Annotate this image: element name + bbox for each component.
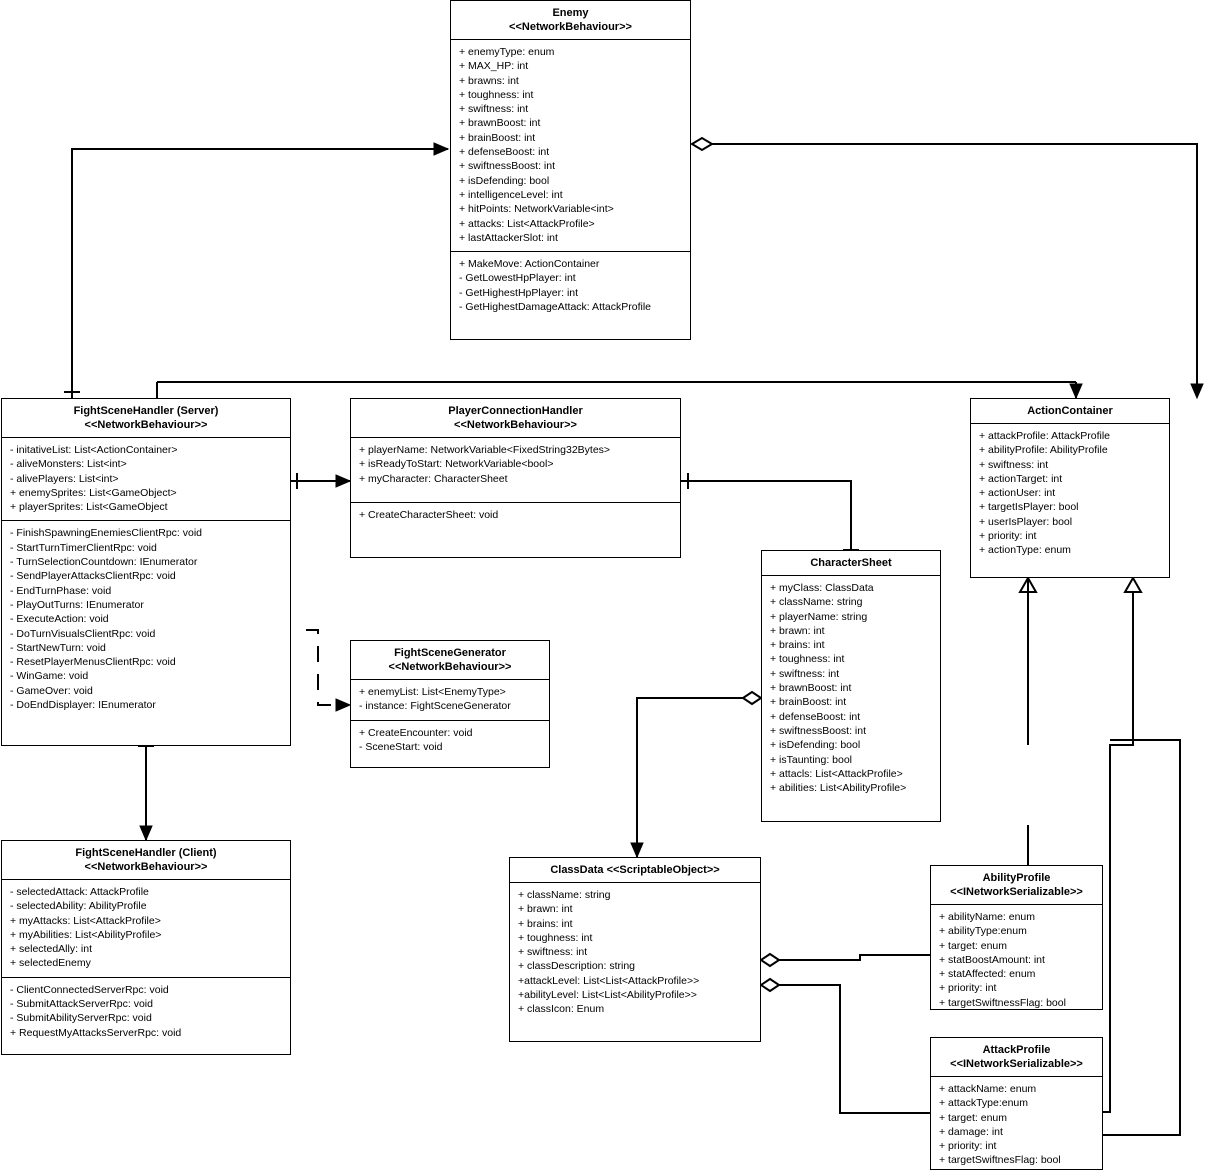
class-name: Enemy [552, 7, 589, 19]
method: - DoEndDisplayer: IEnumerator [10, 699, 156, 712]
class-box-classdata[interactable] [509, 857, 761, 1042]
method: - SceneStart: void [359, 740, 443, 753]
attribute: + swiftnessBoost: int [770, 724, 867, 737]
attribute: + toughness: int [459, 88, 534, 101]
attribute: + isDefending: bool [770, 739, 861, 752]
attribute: + swiftnessBoost: int [459, 160, 556, 173]
attribute: + hitPoints: NetworkVariable<int> [459, 203, 614, 216]
class-attributes [971, 424, 1169, 564]
class-header [2, 841, 290, 880]
class-header [2, 399, 290, 438]
attribute: + priority: int [939, 982, 997, 995]
attribute: + intelligenceLevel: int [459, 188, 563, 201]
class-attributes [931, 905, 1102, 1016]
attribute: + actionUser: int [979, 487, 1056, 500]
attribute: + playerName: string [770, 610, 868, 623]
class-methods [2, 520, 290, 718]
method: - ClientConnectedServerRpc: void [10, 983, 169, 996]
attribute: + damage: int [939, 1125, 1003, 1138]
method: + CreateCharacterSheet: void [359, 508, 499, 521]
class-name: FightSceneGenerator [394, 647, 506, 659]
method: - WinGame: void [10, 670, 89, 683]
class-stereotype: <<NetworkBehaviour>> [84, 419, 208, 431]
attribute: + MAX_HP: int [459, 60, 529, 73]
class-attributes [2, 438, 290, 520]
class-name: ClassData <<ScriptableObject>> [550, 864, 720, 876]
method: - SubmitAbilityServerRpc: void [10, 1012, 152, 1025]
attribute: + brawn: int [770, 624, 825, 637]
attribute: + brawnBoost: int [770, 682, 852, 695]
attribute: + isDefending: bool [459, 174, 550, 187]
class-name: AbilityProfile [982, 872, 1051, 884]
attribute: - aliveMonsters: List<int> [10, 458, 127, 471]
attribute: - alivePlayers: List<int> [10, 472, 119, 485]
class-name: FightSceneHandler (Client) [75, 847, 217, 859]
attribute: + lastAttackerSlot: int [459, 231, 558, 244]
attribute: + selectedAlly: int [10, 943, 93, 956]
class-methods [451, 251, 690, 320]
class-methods [2, 977, 290, 1046]
class-box-actioncontainer[interactable] [970, 398, 1170, 578]
attribute: + priority: int [939, 1140, 997, 1153]
attribute: + swiftness: int [770, 667, 840, 680]
method: - PlayOutTurns: IEnumerator [10, 598, 144, 611]
class-stereotype: <<NetworkBehaviour>> [388, 661, 512, 673]
class-methods [351, 720, 549, 761]
attribute: + swiftness: int [459, 103, 529, 116]
method: - GetHighestDamageAttack: AttackProfile [459, 301, 651, 314]
attribute: + attackName: enum [939, 1083, 1037, 1095]
method: - TurnSelectionCountdown: IEnumerator [10, 556, 198, 569]
class-header [451, 1, 690, 40]
class-methods [351, 502, 680, 528]
attribute: + actionType: enum [979, 544, 1071, 557]
class-header [931, 866, 1102, 905]
attribute: - selectedAttack: AttackProfile [10, 886, 149, 898]
method: + RequestMyAttacksServerRpc: void [10, 1026, 182, 1039]
class-box-fightscenegenerator[interactable] [350, 640, 550, 768]
class-header [931, 1038, 1102, 1077]
class-stereotype: <<NetworkBehaviour>> [509, 21, 632, 33]
class-attributes [762, 576, 940, 801]
attribute: + toughness: int [770, 653, 845, 666]
attribute: + toughness: int [518, 931, 593, 944]
class-name: ActionContainer [1027, 405, 1113, 417]
class-stereotype: <<NetworkBehaviour>> [84, 861, 208, 873]
class-stereotype: <<NetworkBehaviour>> [454, 419, 577, 431]
class-name: CharacterSheet [810, 557, 892, 569]
class-box-fightscenehandler-client[interactable] [1, 840, 291, 1055]
class-attributes [931, 1077, 1102, 1174]
attribute: + targetIsPlayer: bool [979, 501, 1079, 514]
attribute: + abilityProfile: AbilityProfile [979, 444, 1108, 457]
attribute: + brainBoost: int [459, 131, 536, 144]
attribute: + playerName: NetworkVariable<FixedString32Bytes> [359, 444, 611, 456]
attribute: + selectedEnemy [10, 957, 91, 970]
attribute: + target: enum [939, 1111, 1007, 1124]
class-box-abilityprofile[interactable] [930, 865, 1103, 1010]
attribute: + actionTarget: int [979, 472, 1063, 485]
class-name: FightSceneHandler (Server) [73, 405, 219, 417]
method: - FinishSpawningEnemiesClientRpc: void [10, 527, 203, 540]
attribute: - selectedAbility: AbilityProfile [10, 900, 147, 913]
class-box-attackprofile[interactable] [930, 1037, 1103, 1170]
method: - GetHighestHpPlayer: int [459, 286, 579, 299]
class-box-enemy[interactable] [450, 0, 691, 340]
attribute: + classDescription: string [518, 960, 636, 973]
attribute: + targetSwiftnessFlag: bool [939, 996, 1066, 1009]
method: + CreateEncounter: void [359, 726, 473, 739]
attribute: + defenseBoost: int [770, 710, 861, 723]
method: - ResetPlayerMenusClientRpc: void [10, 656, 176, 669]
attribute: + swiftness: int [979, 458, 1049, 471]
attribute: + myAbilities: List<AbilityProfile> [10, 928, 162, 941]
attribute: + playerSprites: List<GameObject [10, 501, 168, 514]
attribute: + attacls: List<AttackProfile> [770, 767, 903, 780]
attribute: + brains: int [770, 639, 825, 652]
attribute: + myClass: ClassData [770, 582, 874, 594]
attribute: + brawns: int [459, 74, 519, 87]
attribute: + classIcon: Enum [518, 1003, 605, 1016]
attribute: + enemyList: List<EnemyType> [359, 686, 506, 698]
class-stereotype: <<INetworkSerializable>> [950, 886, 1083, 898]
method: - GameOver: void [10, 684, 93, 697]
attribute: + brawn: int [518, 903, 573, 916]
attribute: + abilities: List<AbilityProfile> [770, 782, 907, 795]
method: - ExecuteAction: void [10, 613, 109, 626]
class-attributes [351, 438, 680, 502]
method: - SendPlayerAttacksClientRpc: void [10, 570, 176, 583]
attribute: + abilityName: enum [939, 911, 1036, 923]
attribute: + priority: int [979, 530, 1037, 543]
class-attributes [451, 40, 690, 251]
class-header [351, 641, 549, 680]
attribute: + className: string [518, 889, 611, 901]
class-attributes [2, 880, 290, 977]
attribute: + isReadyToStart: NetworkVariable<bool> [359, 458, 554, 471]
attribute: + swiftness: int [518, 946, 588, 959]
attribute: + enemyType: enum [459, 46, 555, 58]
class-header [971, 399, 1169, 424]
method: - SubmitAttackServerRpc: void [10, 998, 153, 1011]
class-name: PlayerConnectionHandler [448, 405, 583, 417]
attribute: - instance: FightSceneGenerator [359, 700, 511, 713]
class-name: AttackProfile [982, 1044, 1051, 1056]
attribute: + targetSwiftnesFlag: bool [939, 1154, 1061, 1167]
attribute: + myCharacter: CharacterSheet [359, 472, 508, 485]
attribute: + defenseBoost: int [459, 146, 550, 159]
class-box-charactersheet[interactable] [761, 550, 941, 822]
attribute: + abilityType:enum [939, 925, 1027, 938]
method: + MakeMove: ActionContainer [459, 258, 600, 271]
attribute: +abilityLevel: List<List<AbilityProfile>> [518, 989, 697, 1002]
class-attributes [351, 680, 549, 720]
attribute: + brainBoost: int [770, 696, 847, 709]
method: - EndTurnPhase: void [10, 584, 112, 597]
attribute: + target: enum [939, 939, 1007, 952]
class-box-fightscenehandler-server[interactable] [1, 398, 291, 746]
method: - StartNewTurn: void [10, 641, 106, 654]
class-header [762, 551, 940, 576]
class-box-playerconnectionhandler[interactable] [350, 398, 681, 558]
attribute: + enemySprites: List<GameObject> [10, 486, 177, 499]
method: - StartTurnTimerClientRpc: void [10, 541, 157, 554]
attribute: + statAffected: enum [939, 968, 1036, 981]
class-attributes [510, 883, 760, 1023]
class-header [510, 858, 760, 883]
attribute: - initativeList: List<ActionContainer> [10, 444, 178, 456]
attribute: + isTaunting: bool [770, 753, 853, 766]
attribute: + myAttacks: List<AttackProfile> [10, 914, 161, 927]
method: - GetLowestHpPlayer: int [459, 272, 576, 285]
method: - DoTurnVisualsClientRpc: void [10, 627, 156, 640]
attribute: + className: string [770, 596, 863, 609]
attribute: + brawnBoost: int [459, 117, 541, 130]
attribute: + attackProfile: AttackProfile [979, 430, 1111, 442]
attribute: + attackType:enum [939, 1097, 1029, 1110]
attribute: +attackLevel: List<List<AttackProfile>> [518, 974, 700, 987]
class-stereotype: <<INetworkSerializable>> [950, 1058, 1083, 1070]
attribute: + attacks: List<AttackProfile> [459, 217, 595, 230]
attribute: + userIsPlayer: bool [979, 515, 1073, 528]
attribute: + statBoostAmount: int [939, 953, 1045, 966]
spacer [359, 486, 674, 496]
class-header [351, 399, 680, 438]
attribute: + brains: int [518, 917, 573, 930]
